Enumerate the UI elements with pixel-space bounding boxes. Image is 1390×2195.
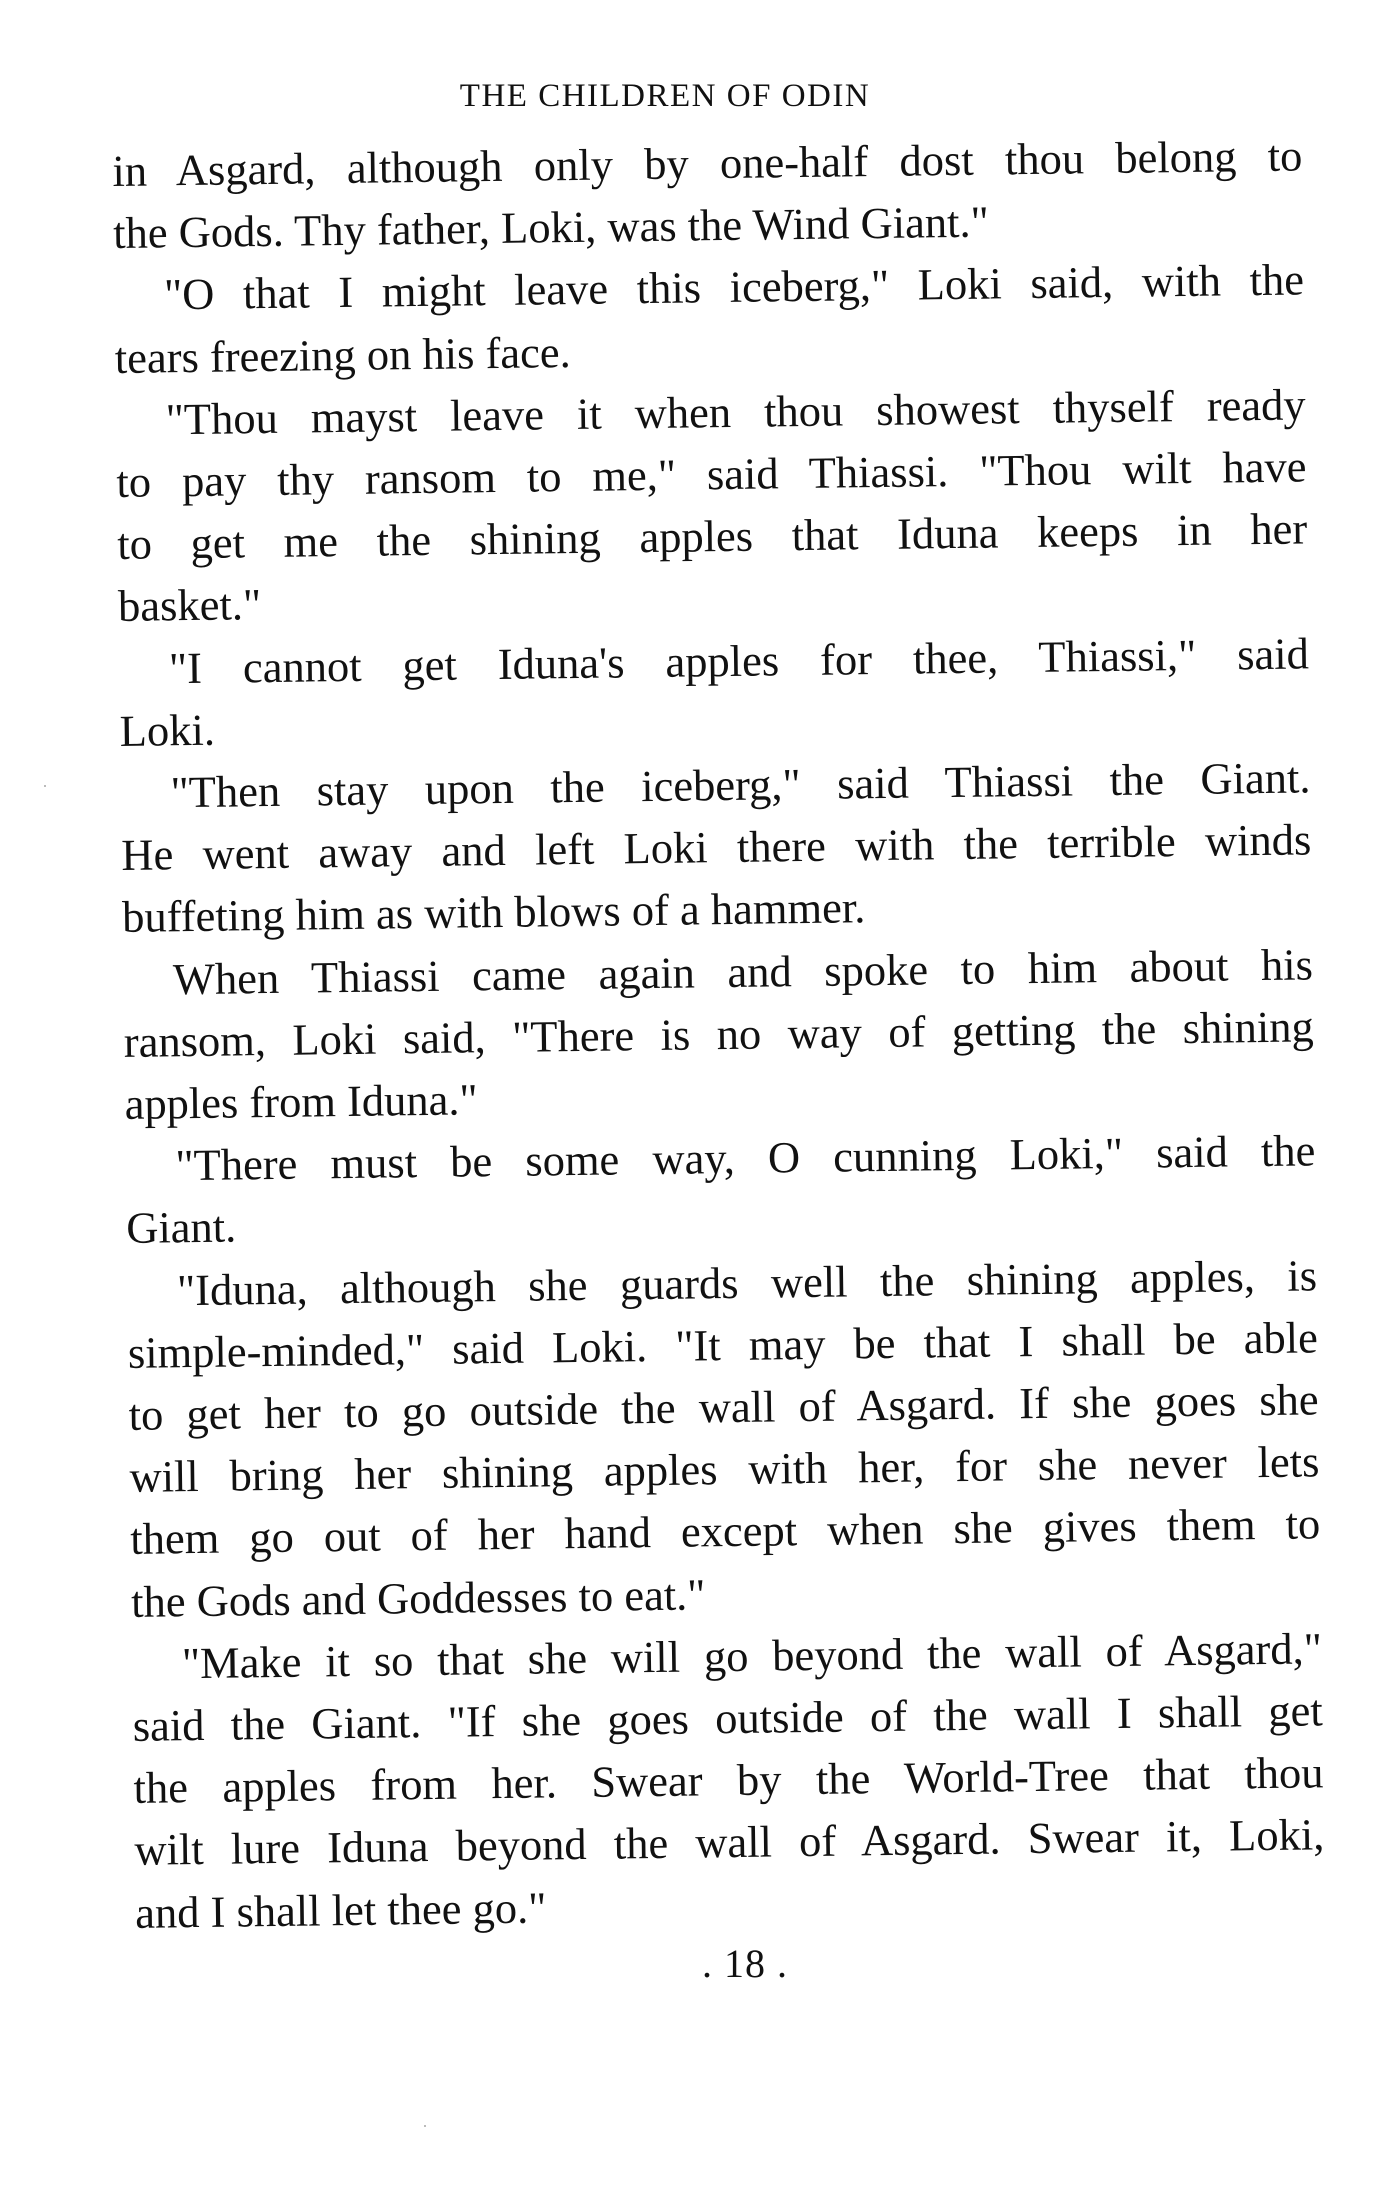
text-line: in Asgard, although only by one-half dost thou belong to (112, 130, 1303, 196)
text-line: apples from Iduna." (124, 1074, 478, 1129)
text-line: basket." (117, 579, 262, 632)
text-line: the apples from her. Swear by the World-Tree that thou (133, 1747, 1324, 1814)
text-line: will bring her shining apples with her, for she never lets (129, 1436, 1320, 1503)
text-line: "Make it so that she will go beyond the wall of Asgard," (181, 1623, 1323, 1689)
text-line: simple-minded," said Loki. "It may be that I shall be able (127, 1312, 1319, 1378)
paragraph (132, 1617, 1326, 1944)
text-line: said the Giant. "If she goes outside of the wall I shall get (132, 1685, 1323, 1751)
body-text (112, 124, 1326, 1943)
text-line: to get her to go outside the wall of Asgard. If she goes she (128, 1374, 1319, 1440)
paragraph (123, 933, 1315, 1135)
text-line: "I cannot get Iduna's apples for thee, Thiassi," said (168, 628, 1310, 693)
page-number: . 18 . (702, 1941, 788, 1986)
scan-speck (44, 785, 46, 787)
text-line: them go out of her hand except when she gives them to (129, 1498, 1321, 1565)
text-line: "Iduna, although she guards well the shining apples, is (176, 1249, 1318, 1315)
paragraph (114, 249, 1306, 389)
text-line: wilt lure Iduna beyond the wall of Asgard. Swear it, Loki, (134, 1809, 1325, 1876)
paragraph (125, 1120, 1317, 1260)
text-line: and I shall let thee go." (134, 1882, 547, 1938)
paragraph (127, 1244, 1322, 1633)
text-line: to pay thy ransom to me," said Thiassi. "Thou wilt have (116, 441, 1307, 507)
scan-speck (424, 2125, 426, 2127)
text-line: the Gods and Goddesses to eat." (130, 1569, 706, 1627)
text-line: the Gods. Thy father, Loki, was the Wind Giant." (112, 196, 990, 259)
text-line: When Thiassi came again and spoke to him about his (172, 938, 1314, 1004)
paragraph (112, 124, 1304, 264)
text-line: Giant. (125, 1201, 237, 1254)
text-line: "There must be some way, O cunning Loki," said the (175, 1125, 1316, 1191)
running-head: THE CHILDREN OF ODIN (459, 78, 871, 114)
text-line: to get me the shining apples that Iduna keeps in her (116, 503, 1308, 570)
text-line: "Thou mayst leave it when thou showest thyself ready (165, 379, 1306, 445)
paragraph (115, 373, 1308, 637)
paragraph (119, 622, 1311, 762)
text-line: "O that I might leave this iceberg," Loki said, with the (163, 254, 1305, 320)
text-line: Loki. (119, 704, 216, 756)
text-line: ransom, Loki said, "There is no way of getting the shining (123, 1001, 1315, 1067)
text-line: tears freezing on his face. (114, 326, 572, 383)
paragraph (120, 746, 1312, 948)
text-line: He went away and left Loki there with the terrible winds (121, 814, 1312, 881)
text-line: buffeting him as with blows of a hammer. (121, 882, 866, 943)
text-line: "Then stay upon the iceberg," said Thiassi the Giant. (170, 752, 1311, 818)
